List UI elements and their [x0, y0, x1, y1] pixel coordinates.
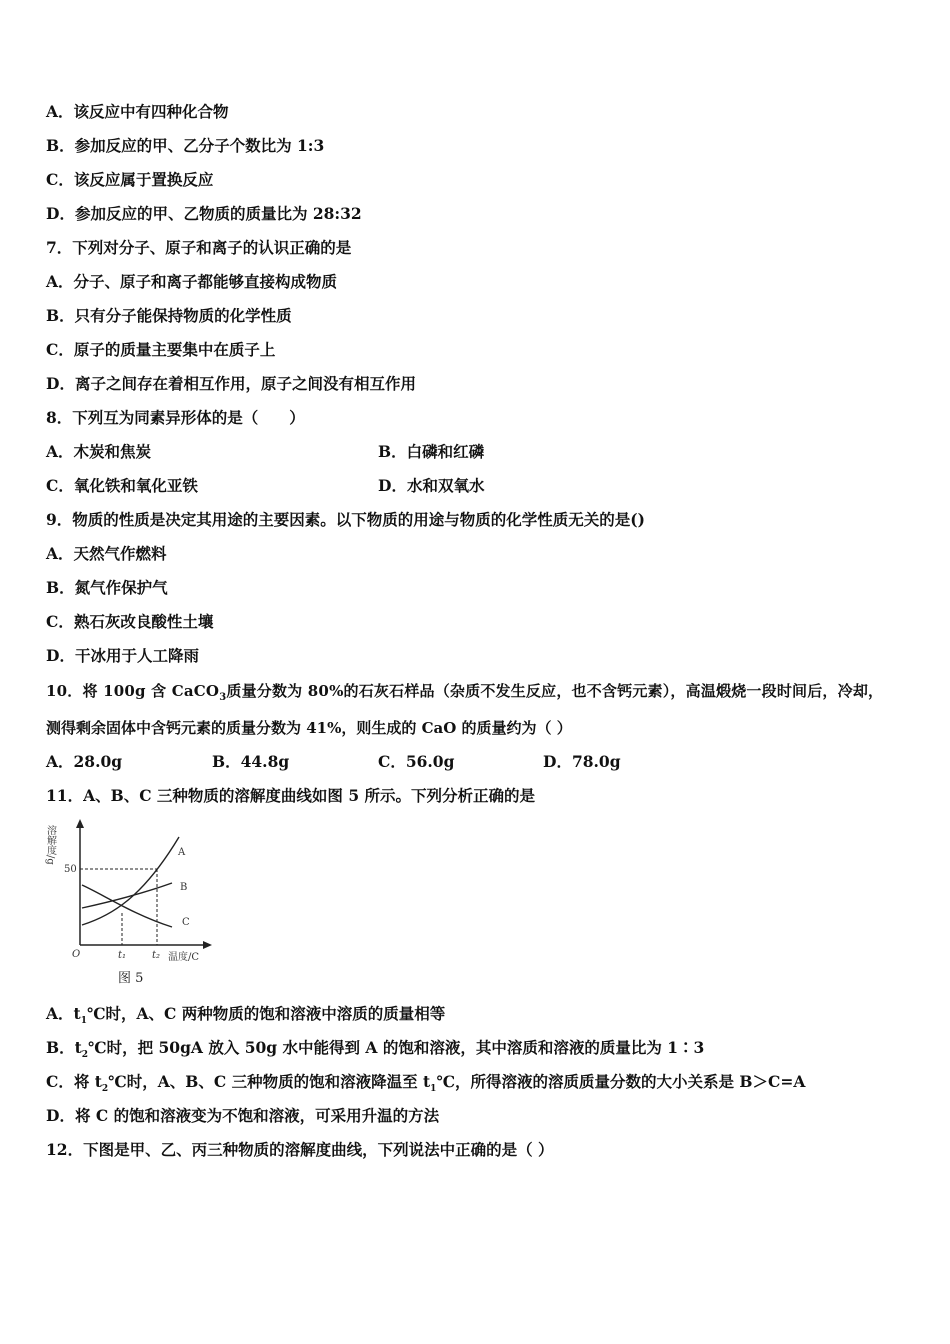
q11-option-b [46, 1038, 704, 1065]
q10-subscript: 3 [219, 692, 227, 703]
x-axis-arrow [203, 941, 212, 949]
q7-stem: 7．下列对分子、原子和离子的认识正确的是 [46, 238, 352, 257]
q8-option-c: C．氧化铁和氧化亚铁 [46, 476, 198, 495]
y-tick-50: 50 [64, 864, 77, 875]
q11-c-pre: C．将 t [46, 1072, 102, 1091]
x-tick-t2: t₂ [152, 950, 161, 961]
solubility-figure-5 [44, 815, 224, 995]
q11-a-pre: A．t [46, 1004, 81, 1023]
curve-b-label: B [180, 882, 188, 893]
q10-stem-prefix: 10．将 100g 含 CaCO [46, 682, 220, 700]
q11-b-post: ℃时，把 50gA 放入 50g 水中能得到 A 的饱和溶液，其中溶质和溶液的质量比为 1∶3 [88, 1038, 705, 1057]
q10-stem-line1 [46, 681, 883, 708]
q11-c-post: ℃，所得溶液的溶质质量分数的大小关系是 B＞C=A [436, 1072, 806, 1091]
q10-stem-rest: 质量分数为 80%的石灰石样品（杂质不发生反应，也不含钙元素），高温煅烧一段时间后，冷却， [226, 682, 884, 700]
q11-c-mid: ℃时，A、B、C 三种物质的饱和溶液降温至 t [108, 1072, 431, 1091]
q11-b-sub: 2 [81, 1050, 89, 1061]
q7-option-a: A．分子、原子和离子都能够直接构成物质 [46, 272, 338, 291]
q6-option-c: C．该反应属于置换反应 [46, 170, 214, 189]
q11-c-sub: 2 [101, 1084, 109, 1095]
q9-option-d: D．干冰用于人工降雨 [46, 646, 199, 665]
curve-a [82, 837, 179, 925]
q11-option-a [46, 1004, 445, 1031]
q7-option-c: C．原子的质量主要集中在质子上 [46, 340, 276, 359]
q6-option-a: A．该反应中有四种化合物 [46, 102, 229, 121]
q10-option-a: A．28.0g [46, 752, 123, 771]
q11-stem: 11．A、B、C 三种物质的溶解度曲线如图 5 所示。下列分析正确的是 [46, 786, 536, 805]
curve-a-label: A [178, 847, 186, 858]
figure-caption: 图 5 [118, 971, 144, 986]
y-axis-label: 溶解度/g [44, 825, 56, 865]
q7-option-b: B．只有分子能保持物质的化学性质 [46, 306, 292, 325]
q12-stem: 12．下图是甲、乙、丙三种物质的溶解度曲线，下列说法中正确的是（ ） [46, 1140, 554, 1159]
q11-a-post: ℃时，A、C 两种物质的饱和溶液中溶质的质量相等 [86, 1004, 446, 1023]
q8-option-d: D．水和双氧水 [378, 476, 485, 495]
q11-option-d: D．将 C 的饱和溶液变为不饱和溶液，可采用升温的方法 [46, 1106, 440, 1125]
curve-b [82, 883, 172, 908]
origin-label: O [72, 949, 81, 960]
q10-stem-line2: 测得剩余固体中含钙元素的质量分数为 41%，则生成的 CaO 的质量约为（ ） [46, 719, 572, 737]
q8-stem: 8．下列互为同素异形体的是（ ） [46, 408, 305, 427]
q9-option-a: A．天然气作燃料 [46, 544, 167, 563]
q7-option-d: D．离子之间存在着相互作用，原子之间没有相互作用 [46, 374, 416, 393]
x-axis-label: 温度/C [168, 952, 200, 963]
x-tick-t1: t₁ [118, 950, 127, 961]
q10-option-d: D．78.0g [543, 752, 621, 771]
y-axis-arrow [76, 819, 84, 828]
q11-option-c [46, 1072, 805, 1099]
q10-option-c: C．56.0g [378, 752, 455, 771]
q9-stem: 9．物质的性质是决定其用途的主要因素。以下物质的用途与物质的化学性质无关的是() [46, 510, 645, 529]
q10-option-b: B．44.8g [212, 752, 290, 771]
q11-a-sub: 1 [80, 1016, 87, 1027]
q9-option-b: B．氮气作保护气 [46, 578, 168, 597]
q9-option-c: C．熟石灰改良酸性土壤 [46, 612, 214, 631]
q8-option-a: A．木炭和焦炭 [46, 442, 152, 461]
q6-option-d: D．参加反应的甲、乙物质的质量比为 28:32 [46, 204, 362, 223]
q8-option-b: B．白磷和红磷 [378, 442, 485, 461]
q6-option-b: B．参加反应的甲、乙分子个数比为 1:3 [46, 136, 325, 155]
q11-c-sub2: 1 [430, 1084, 437, 1095]
q11-b-pre: B．t [46, 1038, 82, 1057]
curve-c-label: C [182, 917, 190, 928]
